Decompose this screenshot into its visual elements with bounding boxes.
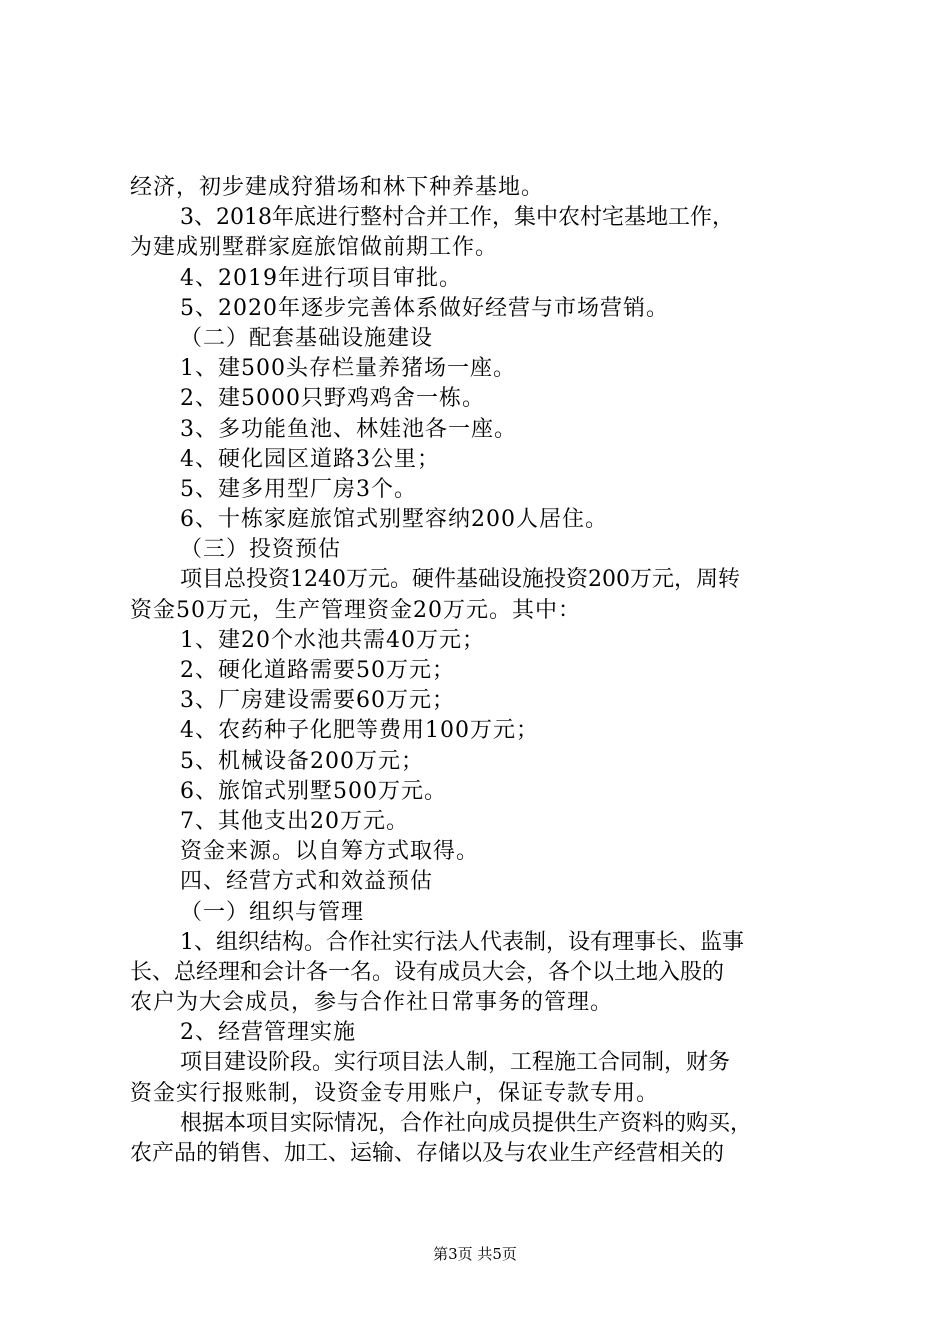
text-line: 6、旅馆式别墅500万元。 [180, 778, 447, 804]
text-line: （三）投资预估 [180, 537, 342, 563]
text-line: 4、硬化园区道路3公里； [180, 446, 440, 472]
text-line: 5、机械设备200万元； [180, 748, 424, 774]
text-line: 项目建设阶段。实行项目法人制，工程施工合同制，财务 [180, 1050, 731, 1076]
text-line: 4、农药种子化肥等费用100万元； [180, 718, 539, 744]
text-line: 1、组织结构。合作社实行法人代表制，设有理事长、监事 [180, 929, 744, 955]
text-line: 为建成别墅群家庭旅馆做前期工作。 [130, 235, 499, 261]
text-line: 经济，初步建成狩猎场和林下种养基地。 [130, 175, 545, 200]
text-line: 1、建20个水池共需40万元； [180, 627, 485, 653]
text-line: 5、建多用型厂房3个。 [180, 476, 417, 502]
text-line: 资金实行报账制，设资金专用账户，保证专款专用。 [130, 1080, 660, 1106]
text-line: 根据本项目实际情况，合作社向成员提供生产资料的购买， [180, 1110, 753, 1136]
text-line: （一）组织与管理 [180, 899, 365, 925]
text-line: 5、2020年逐步完善体系做好经营与市场营销。 [180, 295, 669, 321]
text-line: 资金50万元，生产管理资金20万元。其中： [130, 597, 581, 623]
text-line: 农户为大会成员，参与合作社日常事务的管理。 [130, 990, 614, 1016]
text-line: 长、总经理和会计各一名。设有成员大会，各个以土地入股的 [130, 959, 725, 985]
text-line: 1、建500头存栏量养猪场一座。 [180, 356, 516, 382]
text-line: 7、其他支出20万元。 [180, 808, 409, 834]
text-line: 四、经营方式和效益预估 [180, 869, 434, 895]
text-line: 4、2019年进行项目审批。 [180, 265, 462, 291]
document-body [130, 173, 830, 1169]
page-footer [0, 1244, 950, 1264]
text-line: 2、建5000只野鸡鸡舍一栋。 [180, 386, 485, 412]
text-line: 3、厂房建设需要60万元； [180, 688, 455, 714]
text-line: 项目总投资1240万元。硬件基础设施投资200万元，周转 [180, 567, 740, 593]
page-number-label: 第3页 共5页 [433, 1245, 517, 1263]
text-line: （二）配套基础设施建设 [180, 325, 434, 351]
text-line: 2、经营管理实施 [180, 1020, 356, 1046]
text-line: 3、多功能鱼池、林娃池各一座。 [180, 416, 517, 442]
text-line: 资金来源。以自筹方式取得。 [180, 839, 480, 865]
text-line: 3、2018年底进行整村合并工作，集中农村宅基地工作， [180, 205, 734, 231]
text-line: 2、硬化道路需要50万元； [180, 658, 455, 683]
text-line: 农产品的销售、加工、运输、存储以及与农业生产经营相关的 [130, 1141, 725, 1166]
text-line: 6、十栋家庭旅馆式别墅容纳200人居住。 [180, 507, 608, 533]
